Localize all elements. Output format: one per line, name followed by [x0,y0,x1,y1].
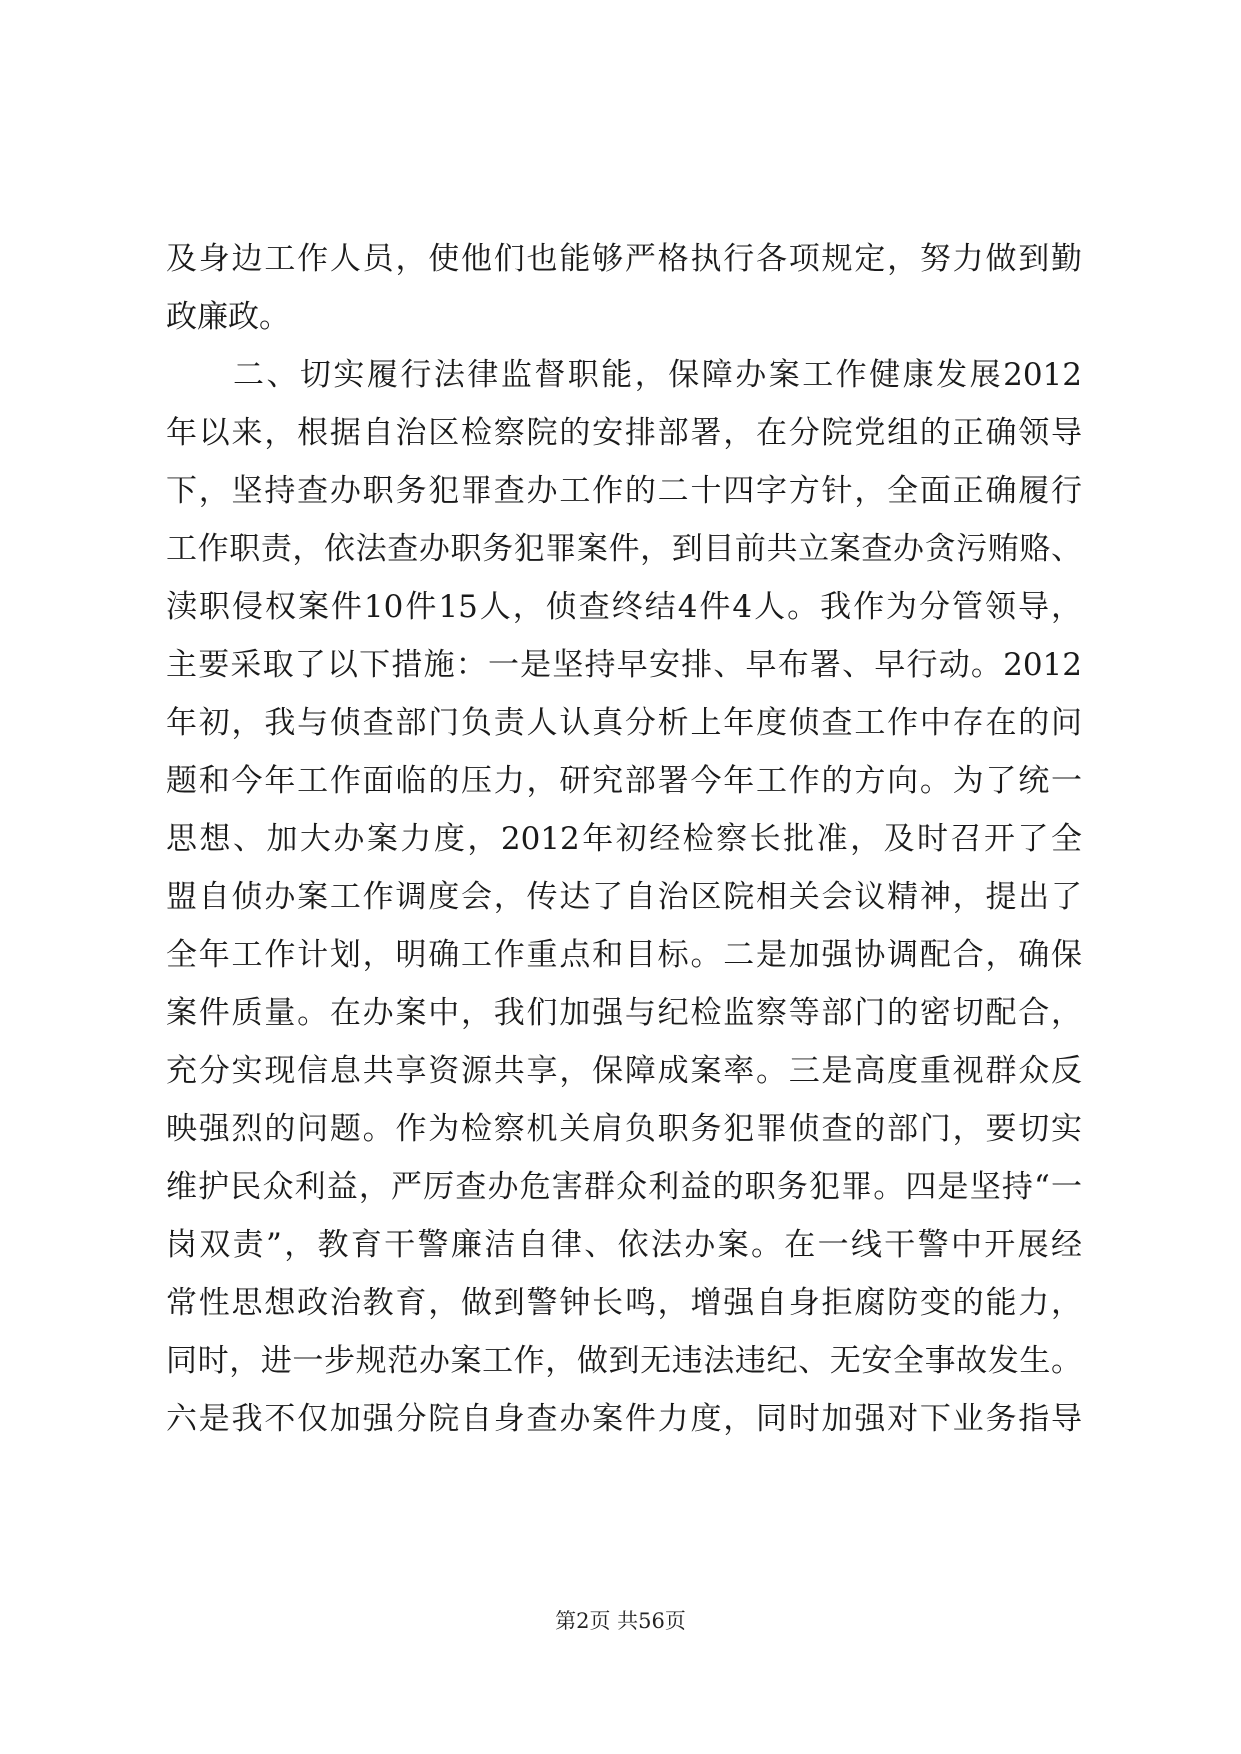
text-line: 同时，进一步规范办案工作，做到无违法违纪、无安全事故发生。 [166,1343,1082,1379]
text-line: 六是我不仅加强分院自身查办案件力度，同时加强对下业务指导 [166,1401,1082,1437]
text-line: 下，坚持查办职务犯罪查办工作的二十四字方针，全面正确履行 [166,473,1082,509]
text-line: 工作职责，依法查办职务犯罪案件，到目前共立案查办贪污贿赂、 [166,531,1082,567]
text-line: 主要采取了以下措施：一是坚持早安排、早布署、早行动。2012 [166,647,1082,683]
text-line: 政廉政。 [166,299,290,335]
text-line: 思想、加大办案力度，2012年初经检察长批准，及时召开了全 [166,821,1082,857]
text-line: 岗双责”，教育干警廉洁自律、依法办案。在一线干警中开展经 [166,1227,1082,1263]
page-number-footer: 第2页 共56页 [555,1609,686,1633]
text-line: 年以来，根据自治区检察院的安排部署，在分院党组的正确领导 [166,415,1082,451]
text-line: 题和今年工作面临的压力，研究部署今年工作的方向。为了统一 [166,763,1082,799]
text-line: 二、切实履行法律监督职能，保障办案工作健康发展2012 [166,357,1082,393]
text-line: 维护民众利益，严厉查办危害群众利益的职务犯罪。四是坚持“一 [166,1169,1082,1205]
text-line: 常性思想政治教育，做到警钟长鸣，增强自身拒腐防变的能力， [166,1285,1082,1321]
text-line: 及身边工作人员，使他们也能够严格执行各项规定，努力做到勤 [166,241,1082,277]
text-line: 全年工作计划，明确工作重点和目标。二是加强协调配合，确保 [166,937,1082,973]
text-line: 充分实现信息共享资源共享，保障成案率。三是高度重视群众反 [166,1053,1082,1089]
text-line: 映强烈的问题。作为检察机关肩负职务犯罪侦查的部门，要切实 [166,1111,1082,1147]
body-text [166,230,1082,1448]
text-line: 渎职侵权案件10件15人，侦查终结4件4人。我作为分管领导， [166,589,1082,625]
text-line: 年初，我与侦查部门负责人认真分析上年度侦查工作中存在的问 [166,705,1082,741]
text-line: 案件质量。在办案中，我们加强与纪检监察等部门的密切配合， [166,995,1082,1031]
text-line: 盟自侦办案工作调度会，传达了自治区院相关会议精神，提出了 [166,879,1082,915]
